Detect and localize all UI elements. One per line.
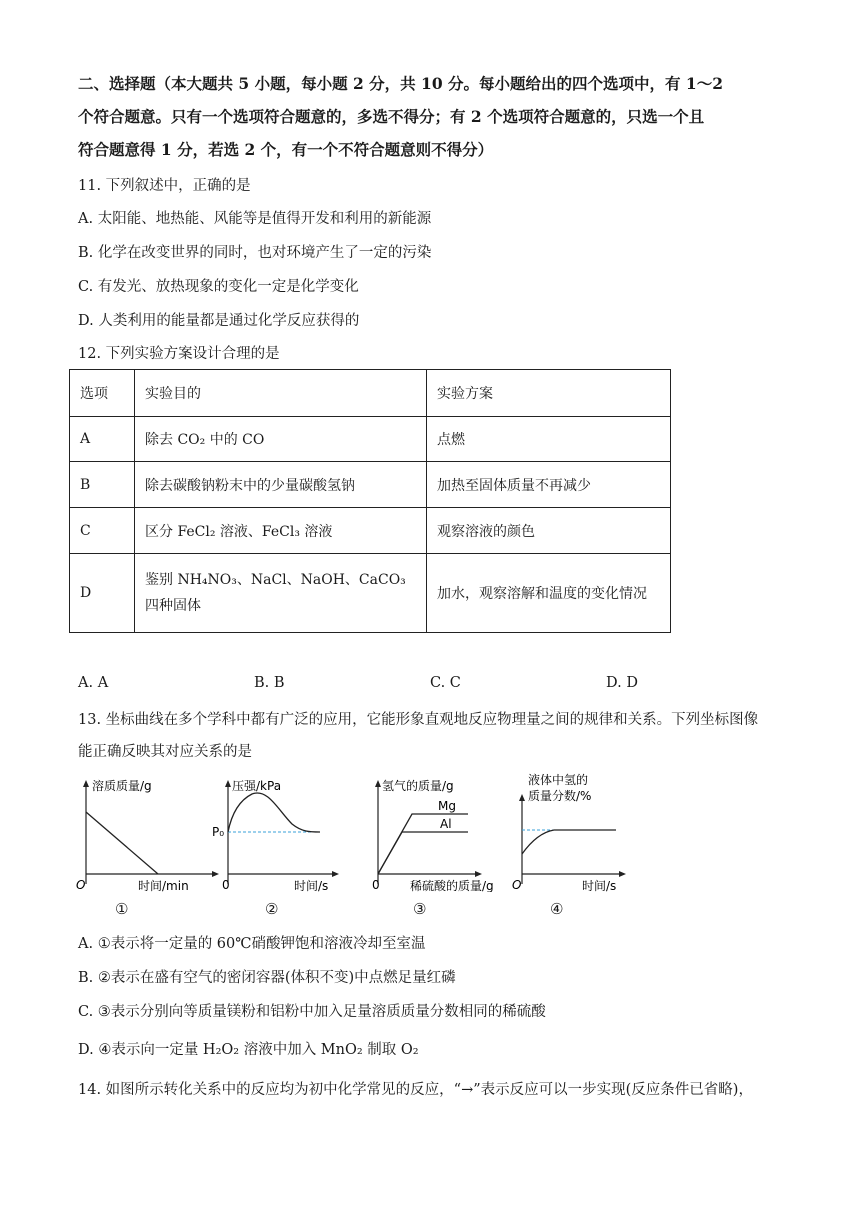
table-cell-goal: 区分 FeCl₂ 溶液、FeCl₃ 溶液 bbox=[135, 508, 427, 554]
section-header-line-1: 二、选择题（本大题共 5 小题，每小题 2 分，共 10 分。每小题给出的四个选项中，有 1～2 bbox=[78, 74, 723, 93]
graph-1-svg bbox=[70, 772, 220, 892]
q14-stem: 14. 如图所示转化关系中的反应均为初中化学常见的反应，“→”表示反应可以一步实现(反应条件已省略)， bbox=[78, 1082, 753, 1098]
graph-1-origin: O bbox=[76, 878, 86, 892]
table-row bbox=[70, 462, 671, 508]
table-cell-goal: 除去碳酸钠粉末中的少量碳酸氢钠 bbox=[135, 462, 427, 508]
q11-stem: 11. 下列叙述中，正确的是 bbox=[78, 178, 251, 194]
graph-3 bbox=[368, 772, 508, 896]
table-row bbox=[70, 508, 671, 554]
graph-2-ylabel: 压强/kPa bbox=[232, 779, 282, 793]
table-header-plan: 实验方案 bbox=[427, 370, 671, 417]
graph-1-ylabel: 溶质质量/g bbox=[92, 779, 152, 793]
q11-option-d: D. 人类利用的能量都是通过化学反应获得的 bbox=[78, 313, 360, 329]
graph-3-svg bbox=[368, 772, 508, 892]
table-header-row bbox=[70, 370, 671, 417]
graph-3-origin: 0 bbox=[372, 878, 380, 892]
graph-2-svg bbox=[210, 772, 340, 892]
graph-2-y-arrow bbox=[225, 780, 231, 787]
table-cell-goal: 除去 CO₂ 中的 CO bbox=[135, 417, 427, 462]
graph-2 bbox=[210, 772, 340, 896]
q13-stem-line-1: 13. 坐标曲线在多个学科中都有广泛的应用，它能形象直观地反应物理量之间的规律和关系。下列坐标图像 bbox=[78, 712, 759, 728]
graph-2-x-arrow bbox=[332, 871, 339, 877]
q12-answer-c: C. C bbox=[430, 675, 461, 691]
graph-3-label-al: Al bbox=[440, 817, 452, 831]
graph-3-x-arrow bbox=[475, 871, 482, 877]
graph-4-svg bbox=[510, 772, 630, 892]
graph-1-curve bbox=[86, 812, 158, 874]
graph-3-y-arrow bbox=[375, 780, 381, 787]
table-cell-option: D bbox=[70, 554, 135, 633]
section-header-line-2: 个符合题意。只有一个选项符合题意的，多选不得分；有 2 个选项符合题意的，只选一个且 bbox=[78, 107, 705, 126]
q12-table bbox=[69, 369, 671, 633]
q11-option-b: B. 化学在改变世界的同时，也对环境产生了一定的污染 bbox=[78, 245, 432, 261]
graph-3-caption: ③ bbox=[413, 900, 427, 918]
table-cell-plan: 加水，观察溶解和温度的变化情况 bbox=[427, 554, 671, 633]
graph-1 bbox=[70, 772, 220, 896]
q13-option-b: B. ②表示在盛有空气的密闭容器(体积不变)中点燃足量红磷 bbox=[78, 970, 456, 986]
graph-4-caption: ④ bbox=[550, 900, 564, 918]
table-cell-goal: 鉴别 NH₄NO₃、NaCl、NaOH、CaCO₃ 四种固体 bbox=[135, 554, 427, 633]
graph-2-caption: ② bbox=[265, 900, 279, 918]
table-cell-option: B bbox=[70, 462, 135, 508]
graph-3-series-al bbox=[378, 832, 468, 874]
q12-answer-d: D. D bbox=[606, 675, 638, 691]
graph-1-y-arrow bbox=[83, 780, 89, 787]
graph-4-origin: O bbox=[512, 878, 522, 892]
table-cell-plan: 点燃 bbox=[427, 417, 671, 462]
graph-4-x-arrow bbox=[619, 871, 626, 877]
table-cell-option: A bbox=[70, 417, 135, 462]
graph-2-origin: 0 bbox=[222, 878, 230, 892]
graph-4-xlabel: 时间/s bbox=[582, 879, 617, 892]
graph-4-curve bbox=[522, 830, 616, 854]
q13-option-c: C. ③表示分别向等质量镁粉和铝粉中加入足量溶质质量分数相同的稀硫酸 bbox=[78, 1004, 546, 1020]
section-header-line-3: 符合题意得 1 分，若选 2 个，有一个不符合题意则不得分） bbox=[78, 140, 494, 159]
graph-4 bbox=[510, 772, 630, 896]
table-cell-plan: 观察溶液的颜色 bbox=[427, 508, 671, 554]
graph-4-y-arrow bbox=[519, 794, 525, 801]
table-header-goal: 实验目的 bbox=[135, 370, 427, 417]
graph-2-xlabel: 时间/s bbox=[294, 879, 329, 892]
graph-2-p0: P₀ bbox=[212, 825, 225, 839]
q13-option-a: A. ①表示将一定量的 60℃硝酸钾饱和溶液冷却至室温 bbox=[78, 936, 426, 952]
q12-stem: 12. 下列实验方案设计合理的是 bbox=[78, 346, 280, 362]
graph-3-label-mg: Mg bbox=[438, 799, 456, 813]
table-cell-plan: 加热至固体质量不再减少 bbox=[427, 462, 671, 508]
graph-3-xlabel: 稀硫酸的质量/g bbox=[410, 879, 494, 892]
q11-option-c: C. 有发光、放热现象的变化一定是化学变化 bbox=[78, 279, 359, 295]
table-row bbox=[70, 417, 671, 462]
graph-1-caption: ① bbox=[115, 900, 129, 918]
graph-2-curve bbox=[228, 793, 320, 832]
q12-answer-b: B. B bbox=[254, 675, 285, 691]
q12-answer-a: A. A bbox=[78, 675, 109, 691]
table-cell-option: C bbox=[70, 508, 135, 554]
graph-3-ylabel: 氢气的质量/g bbox=[382, 779, 454, 793]
table-header-option: 选项 bbox=[70, 370, 135, 417]
graph-3-series-mg bbox=[378, 814, 468, 874]
q11-option-a: A. 太阳能、地热能、风能等是值得开发和利用的新能源 bbox=[78, 211, 432, 227]
q13-stem-line-2: 能正确反映其对应关系的是 bbox=[78, 744, 252, 760]
table-row bbox=[70, 554, 671, 633]
graph-1-xlabel: 时间/min bbox=[138, 879, 189, 892]
graph-4-ylabel-line-1: 液体中氢的 bbox=[528, 773, 589, 787]
q13-option-d: D. ④表示向一定量 H₂O₂ 溶液中加入 MnO₂ 制取 O₂ bbox=[78, 1042, 419, 1058]
graph-4-ylabel-line-2: 质量分数/% bbox=[528, 789, 592, 803]
